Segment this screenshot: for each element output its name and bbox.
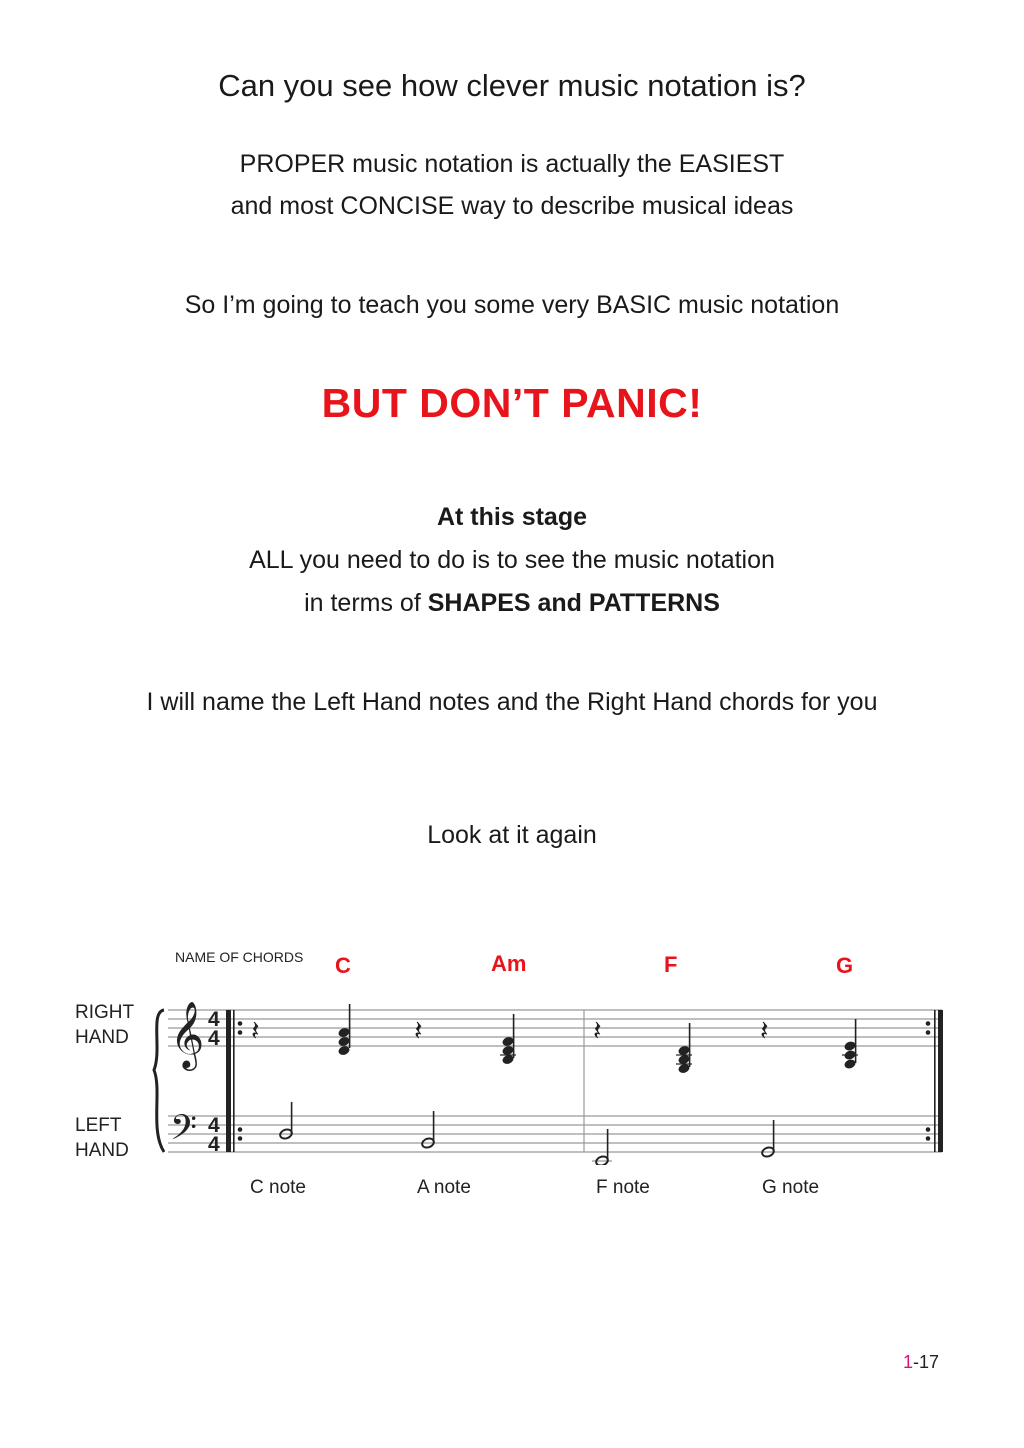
right-hand-label — [75, 1000, 134, 1050]
quarter-rest-icon: 𝄽 — [414, 1014, 423, 1047]
treble-staff — [168, 1010, 942, 1046]
look-again-line: Look at it again — [427, 821, 597, 849]
chord-name-am: Am — [491, 951, 527, 976]
chord-name-c: C — [335, 953, 351, 978]
chord-name-g: G — [836, 953, 854, 978]
piano-score — [140, 990, 950, 1165]
intro-line-2: and most CONCISE way to describe musical ideas — [230, 192, 794, 220]
naming-line: I will name the Left Hand notes and the Right Hand chords for you — [146, 688, 878, 716]
stage-line-1: ALL you need to do is to see the music notation — [249, 546, 775, 574]
chord-c — [337, 1004, 350, 1056]
chord-g — [842, 1019, 858, 1070]
page-number-chapter: 1 — [903, 1352, 914, 1372]
left-hand-note-label-c: C note — [250, 1177, 306, 1198]
svg-text:4: 4 — [208, 1114, 220, 1137]
dont-panic-heading: BUT DON’T PANIC! — [321, 380, 703, 426]
left-hand-note-label-f: F note — [596, 1177, 650, 1198]
grand-staff-brace — [154, 1010, 164, 1152]
svg-text:4: 4 — [208, 1027, 220, 1050]
basic-notation-line: So I’m going to teach you some very BASIC music notation — [184, 291, 840, 319]
chord-f — [676, 1023, 692, 1074]
time-signature-treble — [208, 1008, 220, 1050]
quarter-rest-icon: 𝄽 — [760, 1014, 769, 1047]
chord-am — [500, 1014, 516, 1065]
intro-line-1: PROPER music notation is actually the EASIEST — [239, 150, 785, 178]
chord-names-label: NAME OF CHORDS — [175, 949, 304, 965]
left-hand-label — [75, 1113, 129, 1163]
stage-heading: At this stage — [436, 503, 588, 531]
page-heading: Can you see how clever music notation is? — [218, 68, 806, 103]
end-repeat-sign — [926, 1010, 943, 1152]
shapes-patterns-text: SHAPES and PATTERNS — [427, 589, 720, 617]
quarter-rest-icon: 𝄽 — [251, 1014, 260, 1047]
left-hand-note-label-a: A note — [417, 1177, 471, 1198]
svg-text:4: 4 — [208, 1008, 220, 1031]
left-hand-label-line-2: HAND — [75, 1140, 129, 1161]
page-number-page: -17 — [913, 1352, 940, 1372]
bass-clef-icon: 𝄢 — [170, 1107, 198, 1156]
bass-staff — [168, 1116, 942, 1152]
quarter-rest-icon: 𝄽 — [593, 1014, 602, 1047]
start-repeat-sign — [226, 1010, 242, 1152]
svg-text:4: 4 — [208, 1133, 220, 1156]
stage-line-2 — [0, 589, 1024, 618]
treble-clef-icon: 𝄞 — [170, 1000, 205, 1068]
right-hand-label-line-2: HAND — [75, 1027, 129, 1048]
stage-line-2-prefix: in terms of — [304, 589, 428, 617]
right-hand-label-line-1: RIGHT — [75, 1002, 135, 1023]
page-number — [903, 1352, 939, 1373]
chord-name-f: F — [664, 952, 678, 977]
left-hand-note-label-g: G note — [762, 1177, 820, 1198]
left-hand-label-line-1: LEFT — [75, 1115, 122, 1136]
time-signature-bass — [208, 1114, 220, 1156]
